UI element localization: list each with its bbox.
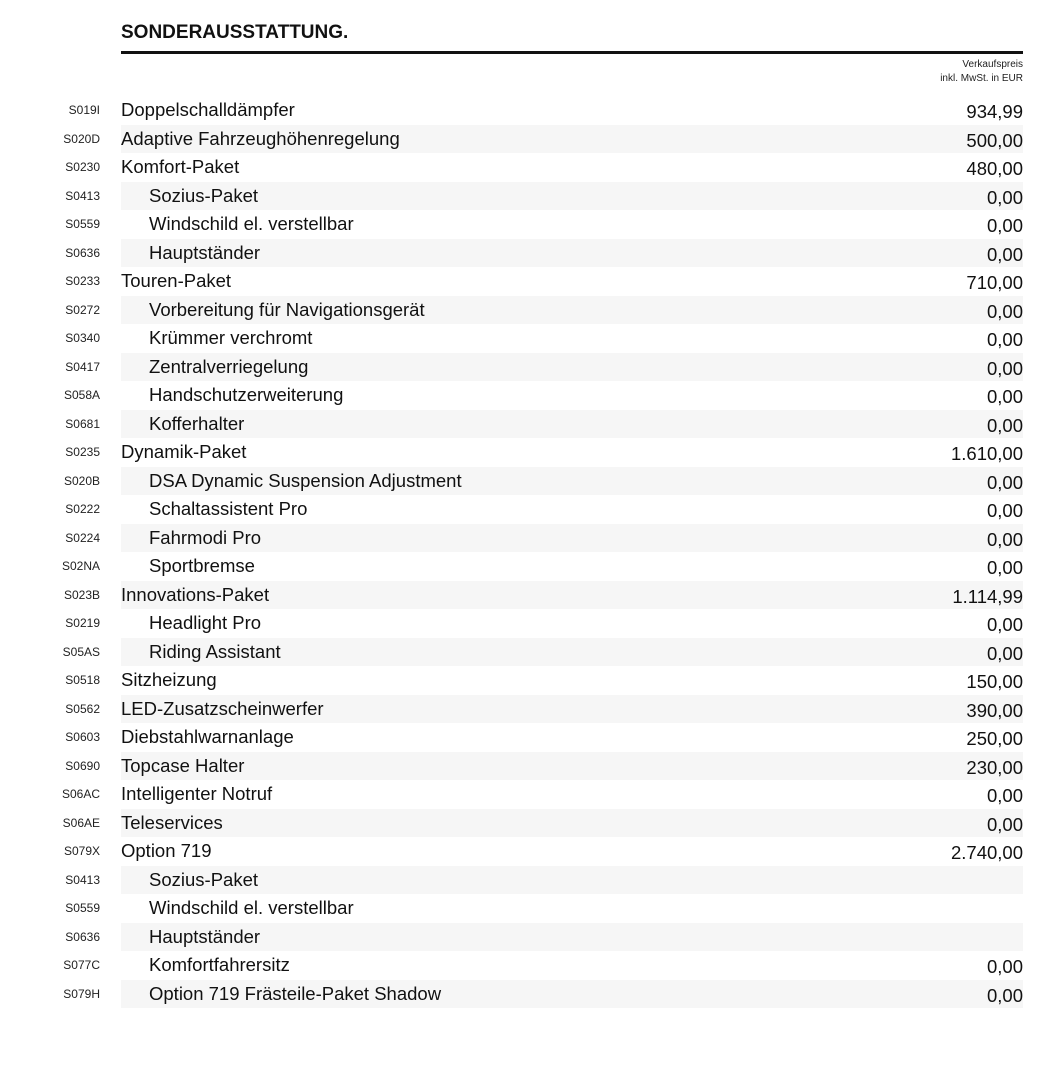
option-label: LED-Zusatzscheinwerfer (121, 697, 324, 719)
option-label: DSA Dynamic Suspension Adjustment (149, 469, 462, 491)
list-item-sub (0, 182, 1047, 211)
list-item (0, 666, 1047, 695)
option-code: S0219 (65, 616, 100, 630)
option-code: S0224 (65, 530, 100, 545)
option-price: 0,00 (986, 414, 1023, 436)
option-code: S019I (68, 103, 100, 117)
option-code: S0413 (65, 872, 100, 887)
option-price: 1.114,99 (952, 585, 1023, 607)
equipment-list (0, 96, 1047, 1008)
option-price: 934,99 (966, 101, 1023, 122)
option-code: S0603 (65, 730, 100, 744)
option-label: Sportbremse (149, 555, 255, 576)
list-item-sub (0, 210, 1047, 239)
option-code: S0559 (65, 217, 100, 231)
option-price: 0,00 (986, 500, 1023, 521)
option-label: Riding Assistant (149, 640, 281, 662)
row-background (121, 752, 1023, 781)
list-item (0, 581, 1047, 610)
option-price: 500,00 (966, 129, 1023, 151)
list-item (0, 780, 1047, 809)
option-code: S0636 (65, 929, 100, 944)
option-price: 0,00 (986, 528, 1023, 550)
option-code: S077C (63, 958, 100, 972)
option-label: Kofferhalter (149, 412, 245, 434)
list-item-sub (0, 638, 1047, 667)
list-item-sub (0, 951, 1047, 980)
list-item (0, 96, 1047, 125)
option-label: Komfort-Paket (121, 156, 240, 177)
option-label: Vorbereitung für Navigationsgerät (149, 298, 425, 320)
list-item-sub (0, 353, 1047, 382)
option-code: S020B (63, 473, 100, 488)
list-item-sub (0, 609, 1047, 638)
list-item (0, 125, 1047, 154)
option-code: S06AE (62, 815, 100, 830)
option-price: 0,00 (986, 642, 1023, 664)
option-label: Sozius-Paket (149, 868, 258, 890)
price-header-line2: inkl. MwSt. in EUR (940, 73, 1023, 84)
list-item-sub (0, 866, 1047, 895)
option-price: 0,00 (986, 357, 1023, 379)
option-label: Innovations-Paket (121, 583, 270, 605)
list-item (0, 837, 1047, 866)
list-item (0, 695, 1047, 724)
option-price: 0,00 (986, 813, 1023, 835)
option-code: S079X (63, 844, 100, 858)
option-price: 0,00 (986, 386, 1023, 407)
option-label: Fahrmodi Pro (149, 526, 262, 548)
option-price: 710,00 (966, 272, 1023, 293)
option-code: S0681 (65, 416, 100, 431)
list-item-sub (0, 410, 1047, 439)
option-label: Sozius-Paket (149, 184, 258, 206)
list-item-sub (0, 524, 1047, 553)
option-label: Diebstahlwarnanlage (121, 726, 294, 747)
option-price: 0,00 (986, 557, 1023, 578)
option-price: 150,00 (966, 671, 1023, 692)
list-item-sub (0, 467, 1047, 496)
row-background (121, 552, 1023, 581)
option-label: Touren-Paket (121, 270, 232, 291)
option-label: Windschild el. verstellbar (149, 213, 354, 234)
list-item-sub (0, 894, 1047, 923)
row-background (121, 438, 1023, 467)
option-price: 0,00 (986, 614, 1023, 635)
option-code: S0518 (65, 673, 100, 687)
option-price: 0,00 (986, 215, 1023, 236)
row-background (121, 666, 1023, 695)
option-label: Hauptständer (149, 925, 261, 947)
option-price: 0,00 (986, 186, 1023, 208)
row-background (121, 809, 1023, 838)
list-item-sub (0, 381, 1047, 410)
option-code: S0235 (65, 445, 100, 459)
option-label: Doppelschalldämpfer (121, 99, 295, 120)
option-code: S0233 (65, 274, 100, 288)
option-label: Adaptive Fahrzeughöhenregelung (121, 127, 400, 149)
option-code: S079H (63, 986, 100, 1001)
price-header-line1: Verkaufspreis (962, 59, 1023, 70)
option-price: 0,00 (986, 329, 1023, 350)
option-label: Intelligenter Notruf (121, 783, 273, 804)
option-code: S0272 (65, 302, 100, 317)
row-background (121, 267, 1023, 296)
option-label: Hauptständer (149, 241, 261, 263)
option-label: Headlight Pro (149, 612, 262, 633)
list-item-sub (0, 923, 1047, 952)
option-price: 0,00 (986, 471, 1023, 493)
list-item-sub (0, 239, 1047, 268)
option-code: S058A (63, 388, 100, 402)
option-label: Handschutzerweiterung (149, 384, 344, 405)
option-label: Option 719 Frästeile-Paket Shadow (149, 982, 442, 1004)
option-price: 0,00 (986, 300, 1023, 322)
list-item-sub (0, 296, 1047, 325)
list-item-sub (0, 324, 1047, 353)
option-label: Topcase Halter (121, 754, 245, 776)
option-code: S0562 (65, 701, 100, 716)
option-code: S0340 (65, 331, 100, 345)
list-item (0, 752, 1047, 781)
option-price: 0,00 (986, 984, 1023, 1006)
option-code: S0222 (65, 502, 100, 516)
row-background (121, 410, 1023, 439)
list-item (0, 723, 1047, 752)
option-label: Sitzheizung (121, 669, 217, 690)
option-price: 250,00 (966, 728, 1023, 749)
option-price: 480,00 (966, 158, 1023, 179)
option-code: S0230 (65, 160, 100, 174)
option-code: S06AC (61, 787, 100, 801)
list-item (0, 153, 1047, 182)
option-code: S0559 (65, 901, 100, 915)
option-price: 390,00 (966, 699, 1023, 721)
list-item-sub (0, 980, 1047, 1009)
list-item (0, 809, 1047, 838)
option-price: 0,00 (986, 785, 1023, 806)
option-code: S0636 (65, 245, 100, 260)
option-code: S05AS (62, 644, 100, 659)
option-label: Windschild el. verstellbar (149, 897, 354, 918)
option-label: Komfortfahrersitz (149, 954, 290, 975)
option-code: S0413 (65, 188, 100, 203)
option-price: 1.610,00 (950, 443, 1023, 464)
row-background (121, 837, 1023, 866)
row-background (121, 153, 1023, 182)
option-code: S020D (63, 131, 100, 146)
option-label: Schaltassistent Pro (149, 498, 308, 519)
page-title: SONDERAUSSTATTUNG. (121, 22, 349, 43)
option-code: S0417 (65, 359, 100, 374)
option-label: Dynamik-Paket (121, 441, 247, 462)
option-label: Teleservices (121, 811, 223, 833)
option-label: Zentralverriegelung (149, 355, 309, 377)
option-price: 0,00 (986, 243, 1023, 265)
heading-divider (121, 51, 1023, 54)
option-label: Krümmer verchromt (149, 327, 313, 348)
list-item-sub (0, 495, 1047, 524)
option-price: 230,00 (966, 756, 1023, 778)
option-price: 2.740,00 (950, 842, 1023, 863)
list-item (0, 267, 1047, 296)
list-item (0, 438, 1047, 467)
list-item-sub (0, 552, 1047, 581)
option-code: S0690 (65, 758, 100, 773)
option-code: S02NA (61, 559, 100, 573)
option-price: 0,00 (986, 956, 1023, 977)
option-label: Option 719 (121, 840, 212, 861)
price-column-header (940, 58, 1023, 86)
option-code: S023B (63, 587, 100, 602)
